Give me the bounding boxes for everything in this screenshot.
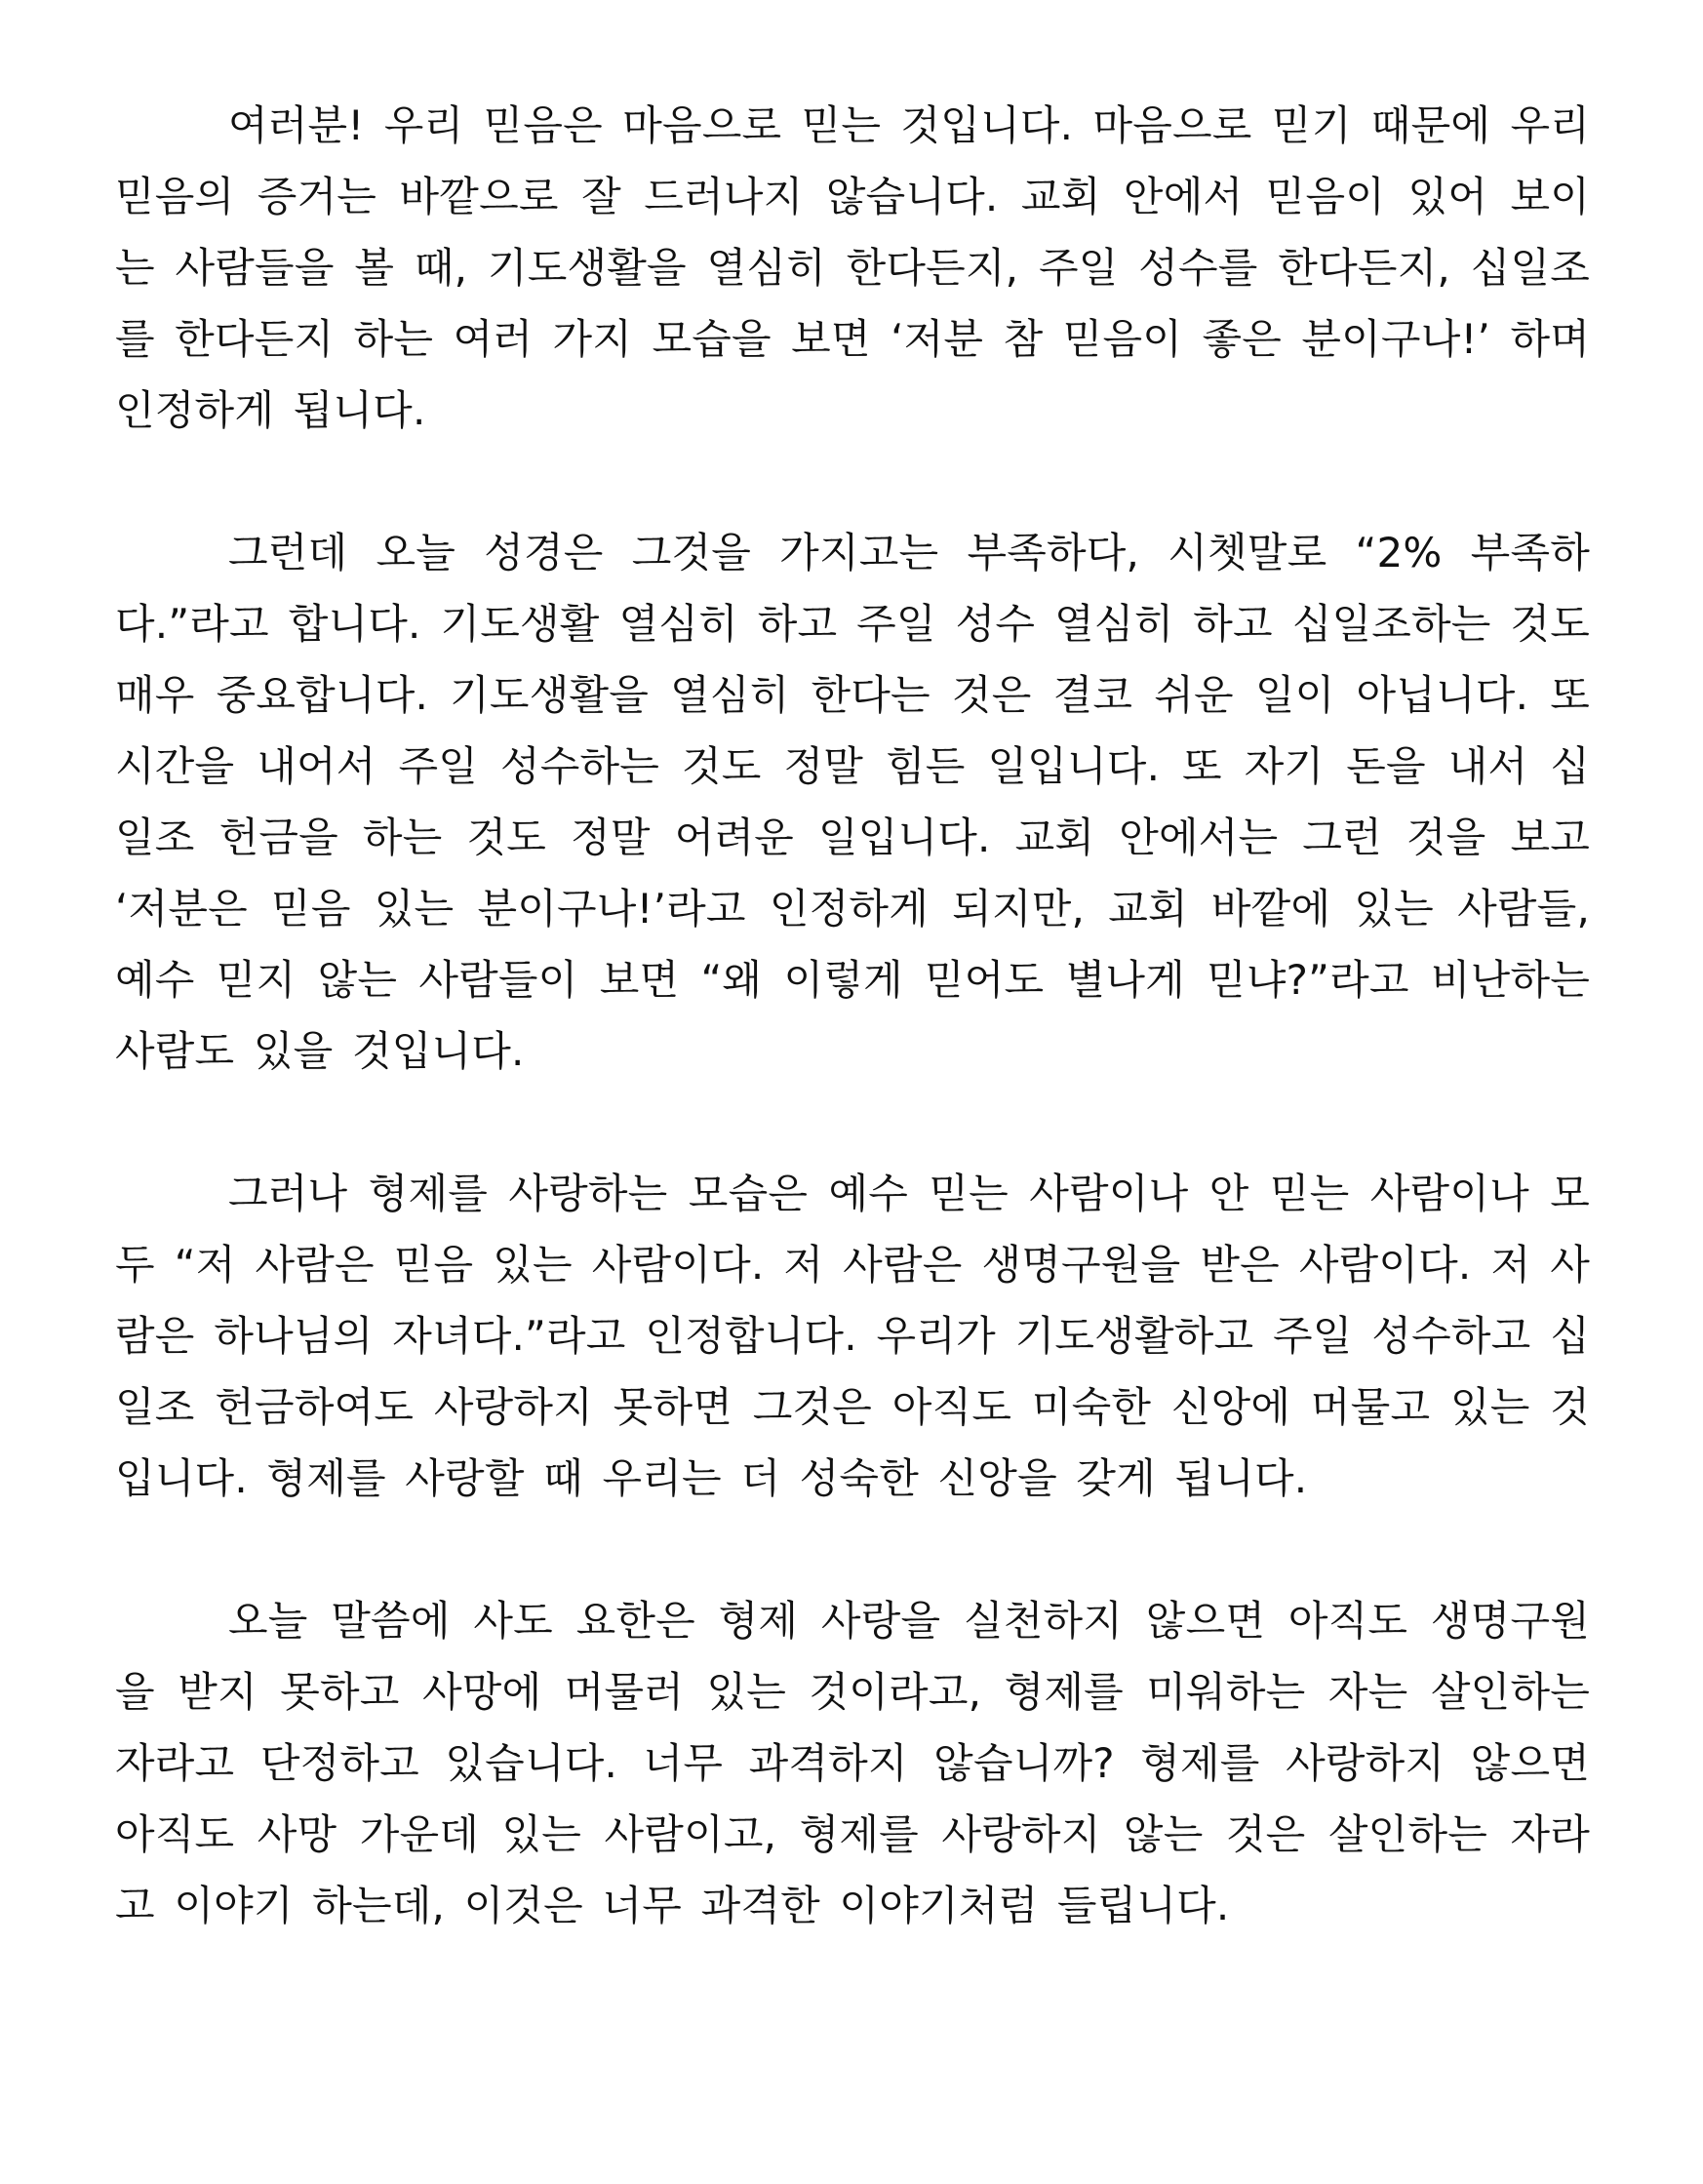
paragraph-3: 그러나 형제를 사랑하는 모습은 예수 믿는 사람이나 안 믿는 사람이나 모두 “저 사람은 믿음 있는 사람이다. 저 사람은 생명구원을 받은 사람이다. 저 사람은 하나님의 자녀다.”라고 인정합니다. 우리가 기도생활하고 주일 성수하고 십일조 헌금하여도 사랑하지 못하면 그것은 아직도 미숙한 신앙에 머물고 있는 것입니다. 형제를 사랑할 때 우리는 더 성숙한 신앙을 갖게 됩니다.: [115, 1170, 1590, 1502]
paragraph-2: 그런데 오늘 성경은 그것을 가지고는 부족하다, 시쳇말로 “2% 부족하다.”라고 합니다. 기도생활 열심히 하고 주일 성수 열심히 하고 십일조하는 것도 매우 중요합니다. 기도생활을 열심히 한다는 것은 결코 쉬운 일이 아닙니다. 또 시간을 내어서 주일 성수하는 것도 정말 힘든 일입니다. 또 자기 돈을 내서 십일조 헌금을 하는 것도 정말 어려운 일입니다. 교회 안에서는 그런 것을 보고 ‘저분은 믿음 있는 분이구나!’라고 인정하게 되지만, 교회 바깥에 있는 사람들, 예수 믿지 않는 사람들이 보면 “왜 이렇게 믿어도 별나게 믿냐?”라고 비난하는 사람도 있을 것입니다.: [115, 529, 1590, 1075]
paragraph-4: 오늘 말씀에 사도 요한은 형제 사랑을 실천하지 않으면 아직도 생명구원을 받지 못하고 사망에 머물러 있는 것이라고, 형제를 미워하는 자는 살인하는 자라고 단정하고 있습니다. 너무 과격하지 않습니까? 형제를 사랑하지 않으면 아직도 사망 가운데 있는 사람이고, 형제를 사랑하지 않는 것은 살인하는 자라고 이야기 하는데, 이것은 너무 과격한 이야기처럼 들립니다.: [115, 1597, 1590, 1929]
paragraph-1: 여러분! 우리 믿음은 마음으로 믿는 것입니다. 마음으로 믿기 때문에 우리 믿음의 증거는 바깥으로 잘 드러나지 않습니다. 교회 안에서 믿음이 있어 보이는 사람들을 볼 때, 기도생활을 열심히 한다든지, 주일 성수를 한다든지, 십일조를 한다든지 하는 여러 가지 모습을 보면 ‘저분 참 믿음이 좋은 분이구나!’ 하며 인정하게 됩니다.: [115, 101, 1591, 434]
document-page: [115, 90, 1590, 1941]
